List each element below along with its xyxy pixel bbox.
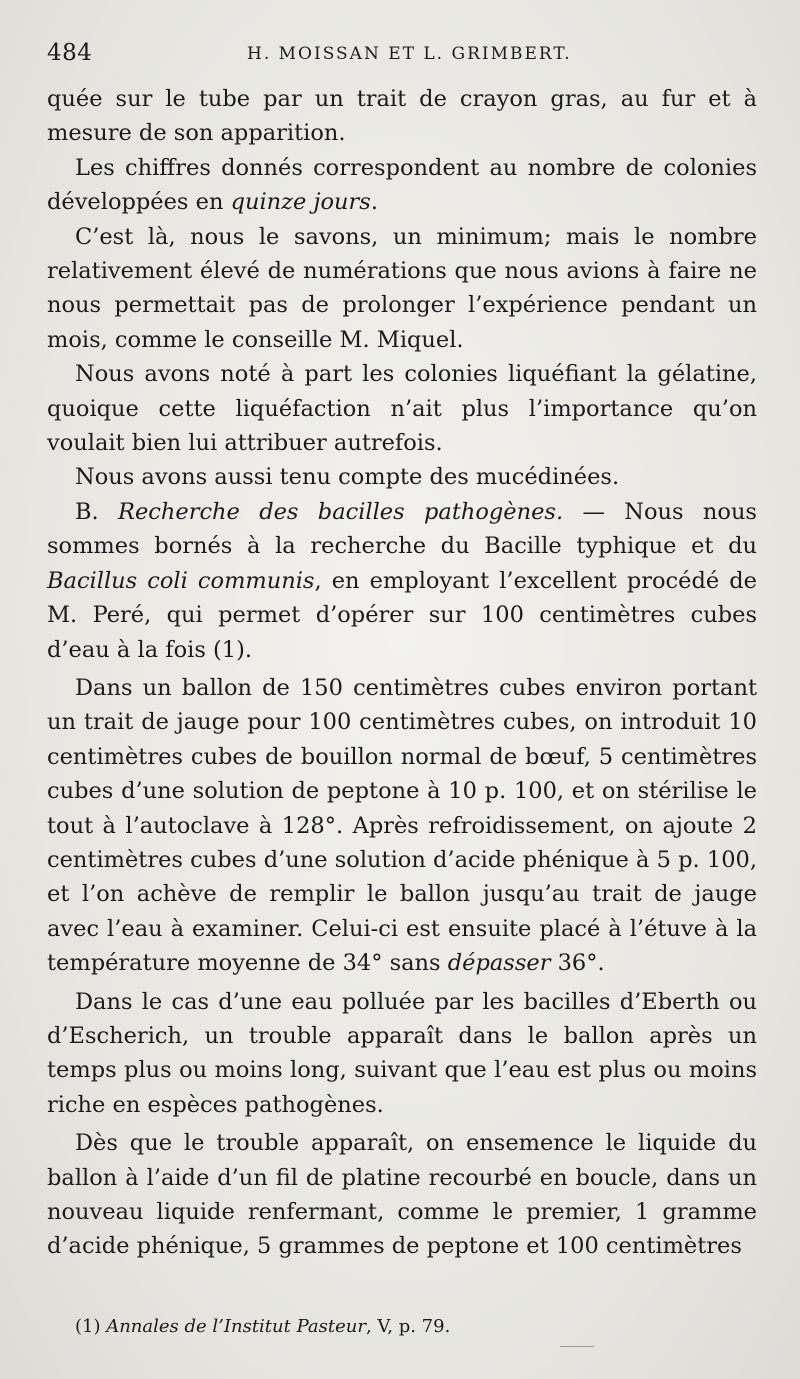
running-head: H. MOISSAN ET L. GRIMBERT. [247,44,572,64]
paragraph [47,82,757,151]
paragraph [47,151,757,220]
footnote-rule [560,1346,594,1347]
paragraph-text: . [370,189,378,216]
italic-text: dépasser [447,950,551,977]
paragraph [47,357,757,460]
paragraph [47,1126,757,1264]
footnote [75,1314,715,1340]
paragraph-text: C’est là, nous le savons, un minimum; mais le nombre relativement élevé de numérations que nous avions à faire ne nous permettait pas de prolonger l’expérience pendant un mois, comme le conseille M. Miquel. [47,223,757,353]
paragraph-text: , en employant l’excellent procédé de M. Peré, qui permet d’opérer sur 100 centimètres cubes d’eau à la fois (1). [47,567,758,663]
paragraph-text: Dès que le trouble apparaît, on ensemence le liquide du ballon à l’aide d’un fil de platine recourbé en boucle, dans un nouveau liquide renfermant, comme le premier, 1 gramme d’acide phénique, 5 grammes de peptone et 100 centimètres [47,1130,757,1260]
paragraph [47,495,757,667]
paragraph-text: Nous avons noté à part les colonies liquéfiant la gélatine, quoique cette liquéfaction n’ait plus l’importance qu’on voulait bien lui attribuer autrefois. [47,361,757,457]
paragraph-text: Nous avons aussi tenu compte des mucédinées. [75,464,620,491]
footnote-text: , V, p. 79. [365,1316,451,1337]
paragraph [47,220,757,358]
paragraph [47,460,757,494]
section-letter: B. [75,498,119,525]
italic-text: Bacillus coli communis [47,567,315,594]
page-number: 484 [47,40,93,66]
paragraph-text: Dans le cas d’une eau polluée par les bacilles d’Eberth ou d’Escherich, un trouble apparaît dans le ballon après un temps plus ou moins long, suivant que l’eau est plus ou moins riche en espèces pathogènes. [47,988,757,1118]
footnote-marker: (1) [75,1316,107,1337]
page-header [47,40,757,72]
italic-text: quinze jours [230,189,371,216]
body-text [47,82,757,1264]
paragraph-text: quée sur le tube par un trait de crayon gras, au fur et à mesure de son apparition. [47,86,757,147]
section-title: Recherche des bacilles pathogènes. [118,498,564,525]
paragraph [47,671,757,981]
paragraph-text: Les chiffres donnés correspondent au nombre de colonies développées en [47,154,757,216]
paragraph-text: — Nous nous sommes bornés à la recherche du Bacille typhique et du [47,498,757,560]
paragraph [47,985,757,1123]
paragraph-text: Dans un ballon de 150 centimètres cubes environ portant un trait de jauge pour 100 centimètres cubes, on introduit 10 centimètres cubes de bouillon normal de bœuf, 5 centimètres cubes d’une solution de peptone à 10 p. 100, et on stérilise le tout à l’autoclave à 128°. Après refroidissement, on ajoute 2 centimètres cubes d’une solution d’acide phénique à 5 p. 100, et l’on achève de remplir le ballon jusqu’au trait de jauge avec l’eau à examiner. Celui-ci est ensuite placé à l’étuve à la température moyenne de 34° sans [47,674,757,977]
paragraph-text: 36°. [550,950,605,977]
footnote-source: Annales de l’Institut Pasteur [106,1316,366,1337]
